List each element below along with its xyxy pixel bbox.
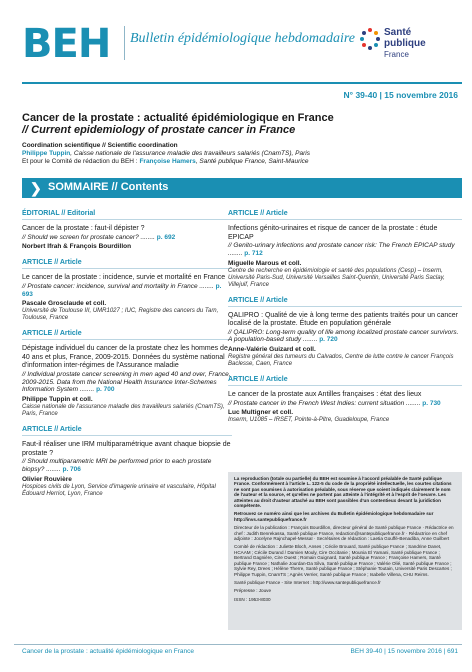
toc-affiliation: Inserm, U1085 – IRSET, Pointe-à-Pitre, Guadeloupe, France: [228, 417, 390, 424]
toc-kicker: ARTICLE // Article: [22, 426, 232, 436]
toc-title-en: // Should we screen for prostate cancer?: [22, 233, 139, 241]
masthead-divider: [124, 26, 125, 60]
reproduction-notice: La reproduction (totale ou partielle) du BEH est soumise à l'accord préalable de Santé publique France. Conformément à l'article L. 122-5 du code de la propriété intellectuelle, les courtes citations ne sont pas soumises à autorisation préalable, sous réserve que soient indiqués clairement le nom de l'auteur et la source, et qu'elles ne portent pas atteinte à l'intégrité et à l'esprit de l'oeuvre. Les atteintes au droit d'auteur attaché au BEH sont passibles d'un contentieux devant la juridiction compétente.: [234, 476, 452, 509]
issn: ISSN : 1953-8030: [234, 596, 271, 602]
title-fr: Cancer de la prostate : actualité épidémiologique en France: [22, 112, 334, 124]
toc-title: Infections génito-urinaires et risque de cancer de la prostate : étude EPICAP: [228, 225, 438, 241]
chevron-right-icon: ❯: [30, 180, 42, 196]
sante-logo-line3: France: [384, 50, 409, 59]
sommaire-label: SOMMAIRE // Contents: [48, 181, 169, 193]
toc-kicker: ÉDITORIAL // Editorial: [22, 210, 232, 220]
toc-entry[interactable]: ARTICLE // Article Faut-il réaliser une IRM multiparamétrique avant chaque biopsie de prostate ? // Should multiparametric MRI be performed prior to each prostate biopsy? ........ p. 706 Olivier Rouvière Hospices civils de Lyon, Service d'imagerie urinaire et vasculaire, Hôpital Édouard Herriot, Lyon, France: [22, 426, 231, 497]
toc-page-ref[interactable]: p. 706: [62, 466, 81, 474]
toc-author: Luc Multigner et coll.: [228, 409, 294, 417]
editorial-committee: Comité de rédaction : Juliette Bloch, Anses ; Cécile Brouard, Santé publique France ; Sandrine Danet, HCAAM ; Cécile Durand / Damien Mouly, Cire Occitanie ; Mounia El Yamani, Santé publique France ; Bertrand Gagnière, Cire Ouest ; Romain Guignard, Santé publique France ; Françoise Hamers, Santé publique France ; Nathalie Jourdan-Da Silva, Santé publique France ; Valérie Olié, Santé publique France ; Sylvie Rey, Drees ; Hélène Therre, Santé publique France ; Stéphanie Toutain, Université Paris Descartes ; Philippe Tuppin, CnamTS ; Agnès Verrier, Santé publique France ; Isabelle Villena, CHU Reims.: [234, 544, 452, 577]
publication-director: Directeur de la publication : François Bourdillon, directeur général de Santé publique France · Rédactrice en chef : Judith Benrekassa, Santé publique France, redaction@santepubliquefrance.fr · Rédactrice en chef adjointe : Jocelyne Rajnchapel-Messaï · Secrétaires de rédaction : Laetia Gouffé-Benadiba, Anne Guilbert: [234, 525, 454, 542]
beh-logo: BEH: [22, 21, 111, 67]
toc-kicker: ARTICLE // Article: [228, 376, 462, 386]
toc-author: Philippe Tuppin et coll.: [22, 396, 93, 404]
coord-label: Coordination scientifique // Scientific coordination: [22, 142, 178, 149]
footer-page-info: BEH 39-40 | 15 novembre 2016 | 691: [350, 648, 458, 655]
sante-logo-dots-icon: [360, 28, 382, 50]
prepress: Prépresse : Jouve: [234, 588, 272, 594]
footer-rule: [14, 644, 462, 645]
toc-title: Le cancer de la prostate aux Antilles françaises : état des lieux: [228, 391, 422, 399]
toc-author: Olivier Rouvière: [22, 475, 72, 483]
coord-line2-prefix: Et pour le Comité de rédaction du BEH :: [22, 158, 140, 165]
toc-affiliation: Centre de recherche en épidémiologie et santé des populations (Cesp) – Inserm, Université Paris-Sud, Université Versailles Saint-Quentin, Université Paris Saclay, Villejuif, France: [228, 267, 445, 288]
sante-logo-text: [384, 27, 426, 60]
toc-kicker: ARTICLE // Article: [228, 210, 462, 220]
contents-left-column: [22, 210, 232, 506]
toc-title-en: // Prostate cancer in the French West Indies: current situation: [228, 399, 405, 407]
archives-link[interactable]: Retrouvez ce numéro ainsi que les archives du Bulletin épidémiologique hebdomadaire sur http://invs.santepubliquefrance.fr: [234, 511, 434, 522]
toc-affiliation: Université de Toulouse III, UMR1027 ; IUC, Registre des cancers du Tarn, Toulouse, France: [22, 308, 219, 322]
sommaire-bar: [22, 178, 462, 198]
toc-page-ref[interactable]: p. 700: [96, 386, 115, 394]
toc-title: Le cancer de la prostate : incidence, survie et mortalité en France: [22, 274, 226, 282]
toc-author: Anne-Valérie Guizard et coll.: [228, 346, 316, 354]
masthead-rule: [22, 82, 462, 84]
toc-entry[interactable]: ÉDITORIAL // Editorial Cancer de la prostate : faut-il dépister ? // Should we screen for prostate cancer? ........ p. 692 Norbert Ifrah & François Bourdillon: [22, 210, 232, 251]
toc-affiliation: Registre général des tumeurs du Calvados, Centre de lutte contre le cancer François Baclesse, Caen, France: [228, 354, 454, 368]
toc-kicker: ARTICLE // Article: [22, 330, 232, 340]
toc-entry[interactable]: ARTICLE // Article Dépistage individuel du cancer de la prostate chez les hommes de 40 ans et plus, France, 2009-2015. Données du système national d'information inter-régimes de l'Assurance maladie // Individual prostate cancer screening in men aged 40 and over, France, 2009-2015. Data from the National Health Insurance Inter-Schemes Information System ........ p. 700 Philippe Tuppin et coll. Caisse nationale de l'assurance maladie des travailleurs salariés (CnamTS), Paris, France: [22, 330, 231, 418]
bulletin-title: Bulletin épidémiologique hebdomadaire: [130, 31, 355, 46]
coord-aff: , Caisse nationale de l'assurance maladie des travailleurs salariés (CnamTS), Paris: [70, 150, 310, 157]
toc-title-en: // Individual prostate cancer screening in men aged 40 and over, France, 2009-2015. Data from the National Health Insurance Inter-Schemes Information System: [22, 370, 231, 394]
toc-affiliation: Hospices civils de Lyon, Service d'imagerie urinaire et vasculaire, Hôpital Édouard Herriot, Lyon, France: [22, 483, 216, 497]
toc-page-ref[interactable]: p. 692: [156, 233, 176, 241]
toc-title-en: // Genito-urinary infections and prostate cancer risk: The French EPICAP study: [228, 242, 455, 249]
website-link[interactable]: Santé publique France - Site Internet : http://www.santepubliquefrance.fr: [234, 579, 381, 585]
toc-entry[interactable]: ARTICLE // Article Le cancer de la prostate : incidence, survie et mortalité en France // Prostate cancer: incidence, survival and mortality in France ........ p. 693 Pascale Grosclaude et coll. Université de Toulouse III, UMR1027 ; IUC, Registre des cancers du Tarn, Toulouse, France: [22, 259, 232, 322]
toc-title: Cancer de la prostate : faut-il dépister ?: [22, 225, 145, 232]
toc-title: QALIPRO : Qualité de vie à long terme des patients traités pour un cancer localisé de la prostate. Étude en population générale: [228, 311, 458, 328]
toc-author: Pascale Grosclaude et coll.: [22, 300, 107, 308]
toc-affiliation: Caisse nationale de l'assurance maladie des travailleurs salariés (CnamTS), Paris, France: [22, 404, 225, 418]
toc-entry[interactable]: ARTICLE // Article Le cancer de la prostate aux Antilles françaises : état des lieux // Prostate cancer in the French West Indies: current situation ........ p. 730 Luc Multigner et coll. Inserm, U1085 – IRSET, Pointe-à-Pitre, Guadeloupe, France: [228, 376, 462, 424]
masthead: [0, 0, 472, 100]
toc-page-ref[interactable]: p. 712: [244, 249, 263, 257]
coord-line2-aff: , Santé publique France, Saint-Maurice: [195, 158, 309, 165]
footer-running-title: Cancer de la prostate : actualité épidémiologique en France: [22, 648, 194, 655]
toc-entry[interactable]: ARTICLE // Article Infections génito-urinaires et risque de cancer de la prostate : étude EPICAP // Genito-urinary infections and prostate cancer risk: The French EPICAP study ........ p. 712 Miguelle Marous et coll. Centre de recherche en épidémiologie et santé des populations (Cesp) – Inserm, Université Paris-Sud, Université Versailles Saint-Quentin, Université Paris Saclay, Villejuif, France: [228, 210, 462, 289]
publication-info-box: [228, 472, 462, 630]
toc-title-en: // Prostate cancer: incidence, survival and mortality in France: [22, 282, 198, 290]
toc-title-en: // QALIPRO: Long-term quality of life among localized prostate cancer survivors. A population-based study: [228, 328, 459, 344]
toc-page-ref[interactable]: p. 730: [422, 399, 441, 407]
contents-right-column: [228, 210, 462, 432]
sante-publique-france-logo: [360, 24, 460, 68]
toc-kicker: ARTICLE // Article: [22, 259, 232, 269]
toc-entry[interactable]: ARTICLE // Article QALIPRO : Qualité de vie à long terme des patients traités pour un cancer localisé de la prostate. Étude en population générale // QALIPRO: Long-term quality of life among localized prostate cancer survivors. A population-based study ........ p. 720 Anne-Valérie Guizard et coll. Registre général des tumeurs du Calvados, Centre de lutte contre le cancer François Baclesse, Caen, France: [228, 297, 462, 369]
coord-name: Philippe Tuppin: [22, 150, 71, 157]
scientific-coordination: [22, 142, 462, 166]
toc-page-ref[interactable]: p. 720: [319, 336, 338, 344]
sante-logo-line1: Santé: [384, 27, 412, 38]
coord-line2-name: Françoise Hamers: [139, 158, 196, 165]
toc-title: Faut-il réaliser une IRM multiparamétrique avant chaque biopsie de prostate ?: [22, 441, 231, 457]
toc-author: Miguelle Marous et coll.: [228, 259, 302, 267]
toc-title-en: // Should multiparametric MRI be performed prior to each prostate biopsy?: [22, 458, 212, 474]
toc-kicker: ARTICLE // Article: [228, 297, 462, 307]
issue-number: N° 39-40 | 15 novembre 2016: [343, 90, 458, 100]
toc-title: Dépistage individuel du cancer de la prostate chez les hommes de 40 ans et plus, France, 2009-2015. Données du système national d'information inter-régimes de l'Assurance maladie: [22, 345, 228, 370]
issue-main-title: [22, 112, 462, 136]
toc-author: Norbert Ifrah & François Bourdillon: [22, 243, 132, 251]
sante-logo-line2: publique: [384, 38, 426, 49]
title-en: // Current epidemiology of prostate cancer in France: [22, 124, 296, 136]
toc-page-ref[interactable]: p. 693: [22, 282, 222, 298]
